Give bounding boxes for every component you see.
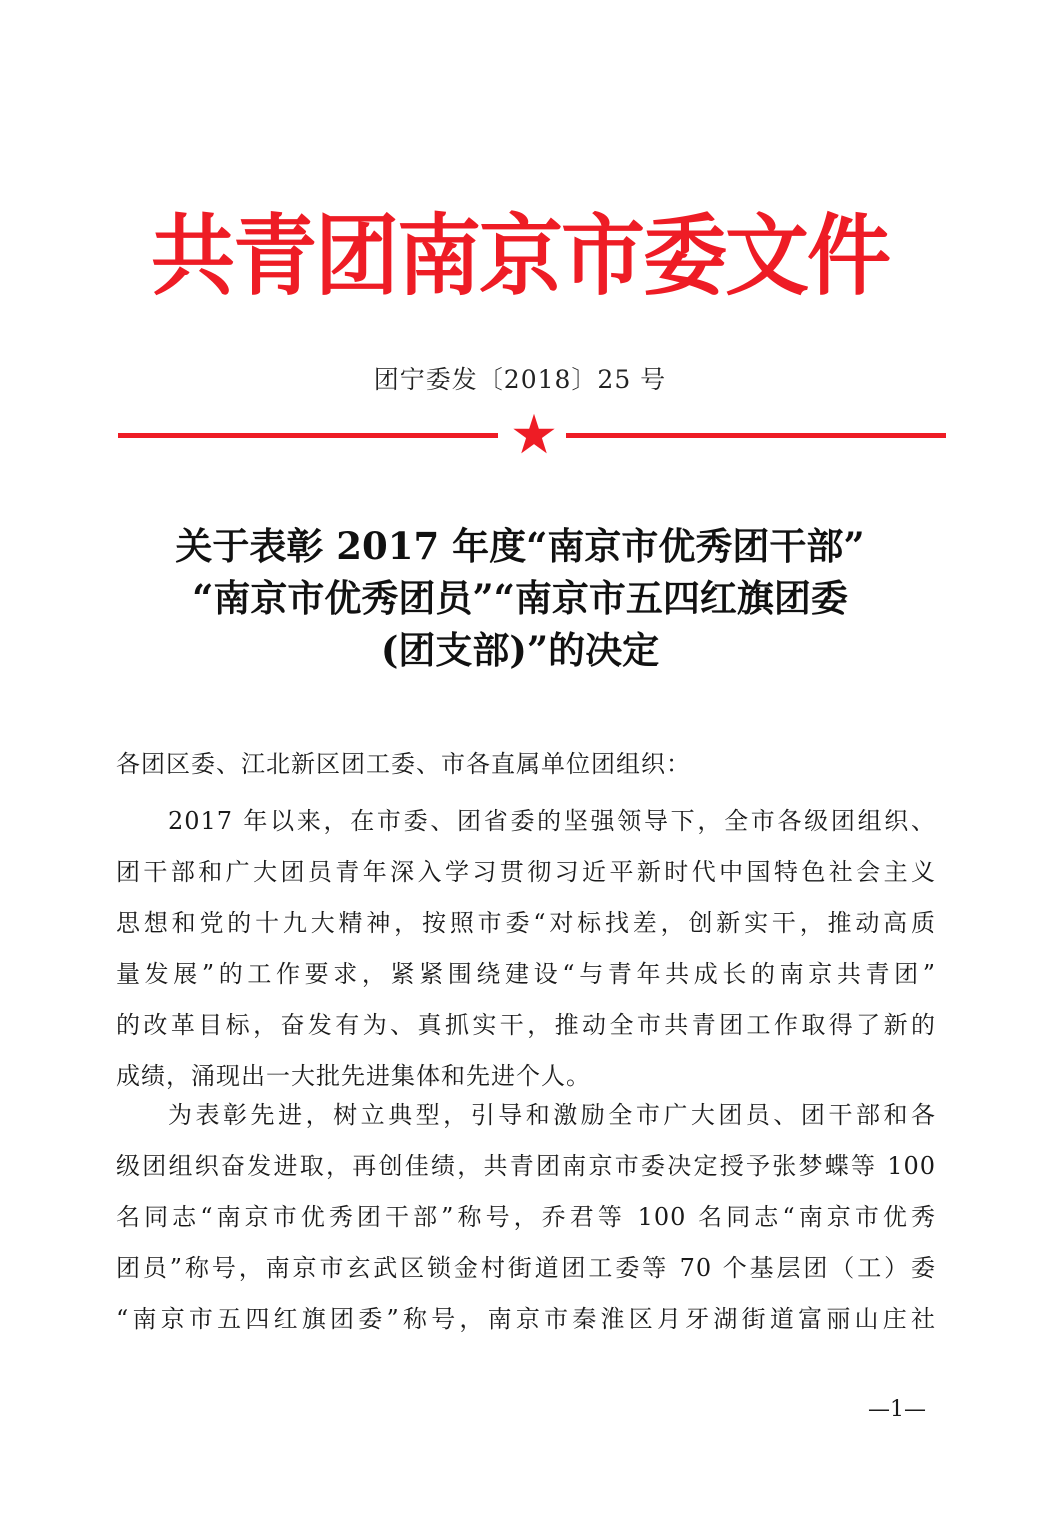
page-number: —1— [868, 1397, 926, 1422]
document-number: 团宁委发〔2018〕25 号 [373, 365, 667, 394]
text-line: 名同志“南京市优秀团干部”称号，乔君等 100 名同志“南京市优秀 [116, 1203, 936, 1231]
masthead-title: 共青团南京市委文件 [150, 203, 889, 308]
title-line: (团支部)”的决定 [380, 628, 660, 672]
text-line: 2017 年以来，在市委、团省委的坚强领导下，全市各级团组织、 [168, 807, 936, 835]
text-line: 团干部和广大团员青年深入学习贯彻习近平新时代中国特色社会主义 [116, 858, 936, 886]
salutation: 各团区委、江北新区团工委、市各直属单位团组织： [116, 750, 691, 778]
red-divider-left [118, 433, 498, 438]
document-title [60, 520, 980, 676]
text-line: 的改革目标，奋发有为、真抓实干，推动全市共青团工作取得了新的 [116, 1011, 936, 1039]
title-line: “南京市优秀团员”“南京市五四红旗团委 [192, 576, 848, 620]
text-line: 成绩，涌现出一大批先进集体和先进个人。 [116, 1062, 591, 1090]
text-line: 量发展”的工作要求，紧紧围绕建设“与青年共成长的南京共青团” [116, 960, 936, 988]
red-divider-right [566, 433, 946, 438]
text-line: 思想和党的十九大精神，按照市委“对标找差，创新实干，推动高质 [116, 909, 936, 937]
text-line: 为表彰先进，树立典型，引导和激励全市广大团员、团干部和各 [168, 1101, 936, 1129]
text-line: 团员”称号，南京市玄武区锁金村街道团工委等 70 个基层团（工）委 [116, 1254, 936, 1282]
body-paragraph-2 [116, 1090, 936, 1345]
body-paragraph-1 [116, 796, 936, 1102]
text-line: “南京市五四红旗团委”称号，南京市秦淮区月牙湖街道富丽山庄社 [116, 1305, 936, 1333]
red-star-icon [512, 412, 556, 456]
title-line: 关于表彰 2017 年度“南京市优秀团干部” [175, 524, 865, 568]
text-line: 级团组织奋发进取，再创佳绩，共青团南京市委决定授予张梦蝶等 100 [116, 1152, 936, 1180]
